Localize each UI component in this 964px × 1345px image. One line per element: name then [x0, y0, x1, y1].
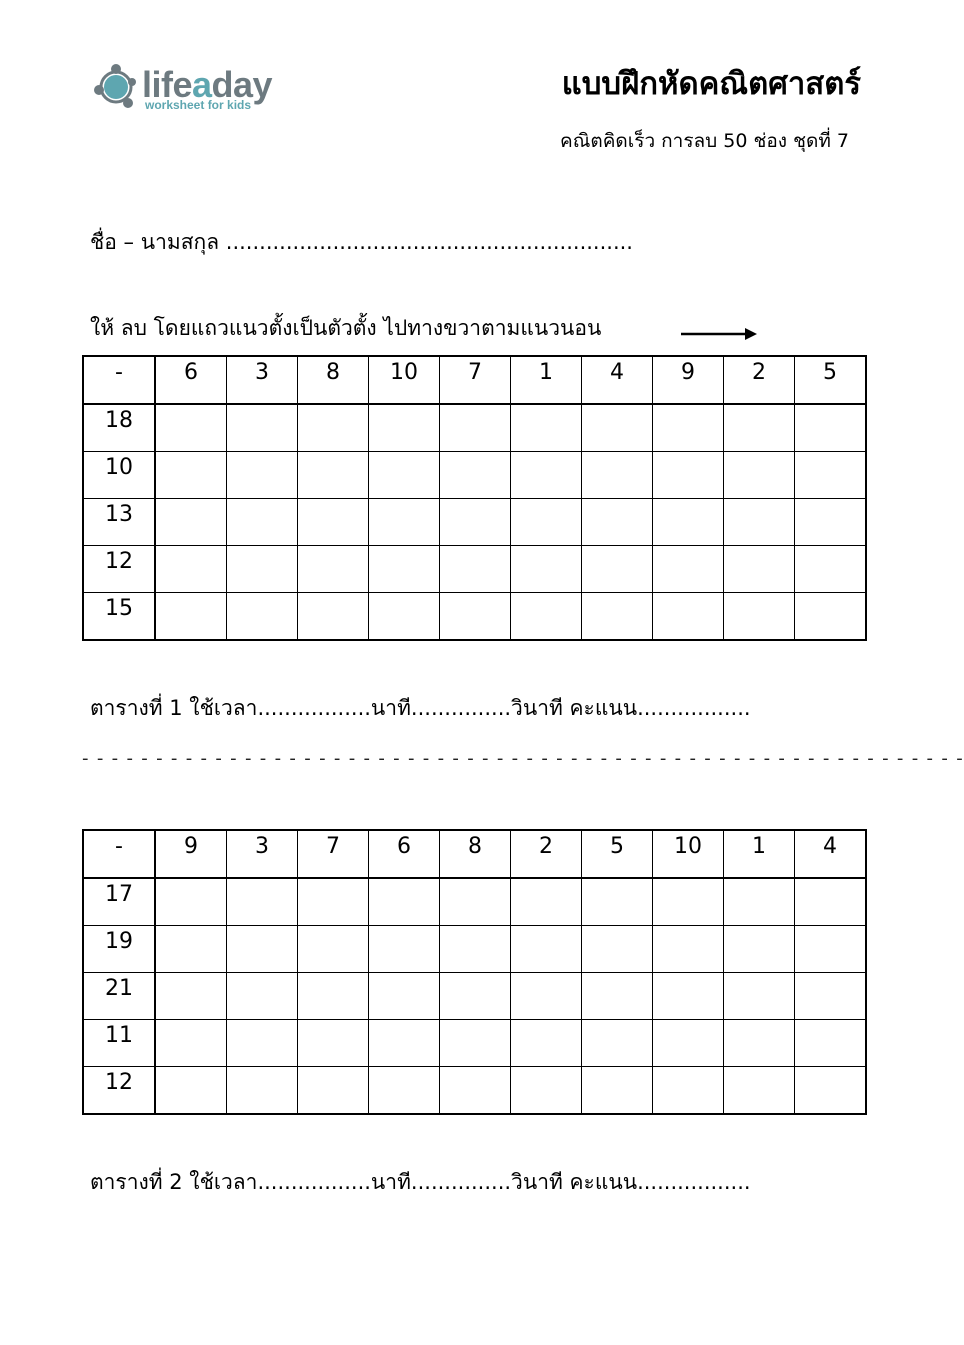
table-row [83, 404, 866, 452]
answer-cell[interactable] [582, 593, 653, 641]
answer-cell[interactable] [582, 452, 653, 499]
answer-cell[interactable] [511, 404, 582, 452]
answer-cell[interactable] [724, 452, 795, 499]
answer-cell[interactable] [511, 593, 582, 641]
answer-cell[interactable] [653, 926, 724, 973]
table-2-score-line: ตารางที่ 2 ใช้เวลา.................นาที...............วินาที คะแนน................. [90, 1170, 751, 1194]
column-header: 4 [582, 356, 653, 404]
row-header: 19 [83, 926, 155, 973]
answer-cell[interactable] [795, 926, 867, 973]
row-header: 12 [83, 1067, 155, 1115]
answer-cell[interactable] [795, 452, 867, 499]
cut-line-divider: - - - - - - - - - - - - - - - - - - - - - - - - - - - - - - - - - - - - - - - - - - - - - - - - - - - - - - - - - - - - [82, 748, 964, 769]
answer-cell[interactable] [227, 973, 298, 1020]
column-header: 9 [653, 356, 724, 404]
answer-cell[interactable] [227, 1020, 298, 1067]
answer-cell[interactable] [795, 593, 867, 641]
column-header: 2 [511, 830, 582, 878]
table-1-score-line: ตารางที่ 1 ใช้เวลา.................นาที...............วินาที คะแนน................. [90, 696, 751, 720]
answer-cell[interactable] [298, 404, 369, 452]
answer-cell[interactable] [369, 546, 440, 593]
answer-cell[interactable] [440, 878, 511, 926]
answer-cell[interactable] [440, 404, 511, 452]
answer-cell[interactable] [298, 499, 369, 546]
answer-cell[interactable] [227, 878, 298, 926]
column-header: 7 [298, 830, 369, 878]
answer-cell[interactable] [369, 926, 440, 973]
answer-cell[interactable] [155, 973, 227, 1020]
subtraction-table-2 [82, 829, 867, 1115]
worksheet-subtitle: คณิตคิดเร็ว การลบ 50 ช่อง ชุดที่ 7 [560, 130, 849, 152]
answer-cell[interactable] [724, 926, 795, 973]
answer-cell[interactable] [369, 452, 440, 499]
table-row [83, 973, 866, 1020]
answer-cell[interactable] [155, 1020, 227, 1067]
answer-cell[interactable] [369, 1020, 440, 1067]
logo-wordmark: lifeaday [142, 64, 273, 105]
answer-cell[interactable] [440, 1067, 511, 1115]
answer-cell[interactable] [155, 404, 227, 452]
answer-cell[interactable] [440, 926, 511, 973]
column-header: 3 [227, 356, 298, 404]
answer-cell[interactable] [653, 452, 724, 499]
answer-cell[interactable] [369, 593, 440, 641]
answer-cell[interactable] [582, 499, 653, 546]
answer-cell[interactable] [724, 973, 795, 1020]
answer-cell[interactable] [653, 973, 724, 1020]
answer-cell[interactable] [298, 1020, 369, 1067]
name-field-line: ชื่อ – นามสกุล ............................................................. [90, 230, 633, 254]
answer-cell[interactable] [155, 926, 227, 973]
answer-cell[interactable] [724, 546, 795, 593]
column-header: 6 [369, 830, 440, 878]
answer-cell[interactable] [795, 973, 867, 1020]
answer-cell[interactable] [795, 878, 867, 926]
column-header: 10 [653, 830, 724, 878]
table-row [83, 1067, 866, 1115]
answer-cell[interactable] [795, 404, 867, 452]
answer-cell[interactable] [582, 404, 653, 452]
answer-cell[interactable] [653, 1067, 724, 1115]
worksheet-title: แบบฝึกหัดคณิตศาสตร์ [561, 66, 861, 102]
answer-cell[interactable] [227, 546, 298, 593]
answer-cell[interactable] [298, 1067, 369, 1115]
answer-cell[interactable] [511, 546, 582, 593]
answer-cell[interactable] [582, 973, 653, 1020]
table-row [83, 546, 866, 593]
table-row [83, 926, 866, 973]
answer-cell[interactable] [155, 546, 227, 593]
answer-cell[interactable] [227, 1067, 298, 1115]
answer-cell[interactable] [653, 546, 724, 593]
table-row [83, 452, 866, 499]
answer-cell[interactable] [653, 878, 724, 926]
answer-cell[interactable] [795, 1020, 867, 1067]
row-header: 10 [83, 452, 155, 499]
answer-cell[interactable] [511, 1067, 582, 1115]
answer-cell[interactable] [724, 878, 795, 926]
table-row [83, 1020, 866, 1067]
column-header: 2 [724, 356, 795, 404]
answer-cell[interactable] [511, 452, 582, 499]
column-header: 1 [511, 356, 582, 404]
answer-cell[interactable] [369, 499, 440, 546]
answer-cell[interactable] [227, 452, 298, 499]
answer-cell[interactable] [582, 1067, 653, 1115]
answer-cell[interactable] [582, 926, 653, 973]
answer-cell[interactable] [369, 973, 440, 1020]
answer-cell[interactable] [653, 1020, 724, 1067]
subtraction-table-1 [82, 355, 867, 641]
row-header: 11 [83, 1020, 155, 1067]
table-header-row [83, 830, 866, 878]
table-header-row [83, 356, 866, 404]
answer-cell[interactable] [440, 593, 511, 641]
answer-cell[interactable] [511, 499, 582, 546]
answer-cell[interactable] [298, 973, 369, 1020]
answer-cell[interactable] [369, 878, 440, 926]
arrow-right-icon [681, 327, 757, 341]
column-header: 10 [369, 356, 440, 404]
answer-cell[interactable] [440, 1020, 511, 1067]
instruction-text: ให้ ลบ โดยแถวแนวตั้งเป็นตัวตั้ง ไปทางขวาตามแนวนอน [90, 316, 602, 340]
logo-molecule-icon [92, 60, 142, 110]
column-header: 3 [227, 830, 298, 878]
row-header: 12 [83, 546, 155, 593]
table-row [83, 499, 866, 546]
column-header: 8 [298, 356, 369, 404]
answer-cell[interactable] [298, 546, 369, 593]
answer-cell[interactable] [369, 1067, 440, 1115]
row-header: 17 [83, 878, 155, 926]
answer-cell[interactable] [582, 546, 653, 593]
answer-cell[interactable] [724, 499, 795, 546]
answer-cell[interactable] [653, 593, 724, 641]
answer-cell[interactable] [653, 499, 724, 546]
answer-cell[interactable] [298, 452, 369, 499]
answer-cell[interactable] [155, 878, 227, 926]
row-header: 21 [83, 973, 155, 1020]
column-header: 6 [155, 356, 227, 404]
corner-cell: - [83, 830, 155, 878]
answer-cell[interactable] [155, 1067, 227, 1115]
column-header: 4 [795, 830, 867, 878]
logo-tagline: worksheet for kids [145, 98, 252, 112]
answer-cell[interactable] [795, 499, 867, 546]
answer-cell[interactable] [227, 499, 298, 546]
answer-cell[interactable] [369, 404, 440, 452]
column-header: 7 [440, 356, 511, 404]
answer-cell[interactable] [298, 593, 369, 641]
answer-cell[interactable] [653, 404, 724, 452]
corner-cell: - [83, 356, 155, 404]
answer-cell[interactable] [440, 546, 511, 593]
row-header: 13 [83, 499, 155, 546]
answer-cell[interactable] [511, 973, 582, 1020]
answer-cell[interactable] [155, 499, 227, 546]
lifeaday-logo [92, 60, 282, 120]
answer-cell[interactable] [440, 452, 511, 499]
row-header: 15 [83, 593, 155, 641]
answer-cell[interactable] [511, 926, 582, 973]
column-header: 5 [582, 830, 653, 878]
answer-cell[interactable] [227, 593, 298, 641]
answer-cell[interactable] [155, 593, 227, 641]
answer-cell[interactable] [511, 878, 582, 926]
answer-cell[interactable] [724, 404, 795, 452]
answer-cell[interactable] [795, 1067, 867, 1115]
row-header: 18 [83, 404, 155, 452]
column-header: 5 [795, 356, 867, 404]
answer-cell[interactable] [227, 926, 298, 973]
answer-cell[interactable] [227, 404, 298, 452]
answer-cell[interactable] [724, 1067, 795, 1115]
answer-cell[interactable] [724, 593, 795, 641]
answer-cell[interactable] [795, 546, 867, 593]
answer-cell[interactable] [298, 878, 369, 926]
answer-cell[interactable] [155, 452, 227, 499]
answer-cell[interactable] [440, 973, 511, 1020]
answer-cell[interactable] [511, 1020, 582, 1067]
answer-cell[interactable] [440, 499, 511, 546]
column-header: 9 [155, 830, 227, 878]
column-header: 8 [440, 830, 511, 878]
table-row [83, 593, 866, 641]
table-row [83, 878, 866, 926]
column-header: 1 [724, 830, 795, 878]
answer-cell[interactable] [582, 1020, 653, 1067]
answer-cell[interactable] [582, 878, 653, 926]
answer-cell[interactable] [298, 926, 369, 973]
answer-cell[interactable] [724, 1020, 795, 1067]
